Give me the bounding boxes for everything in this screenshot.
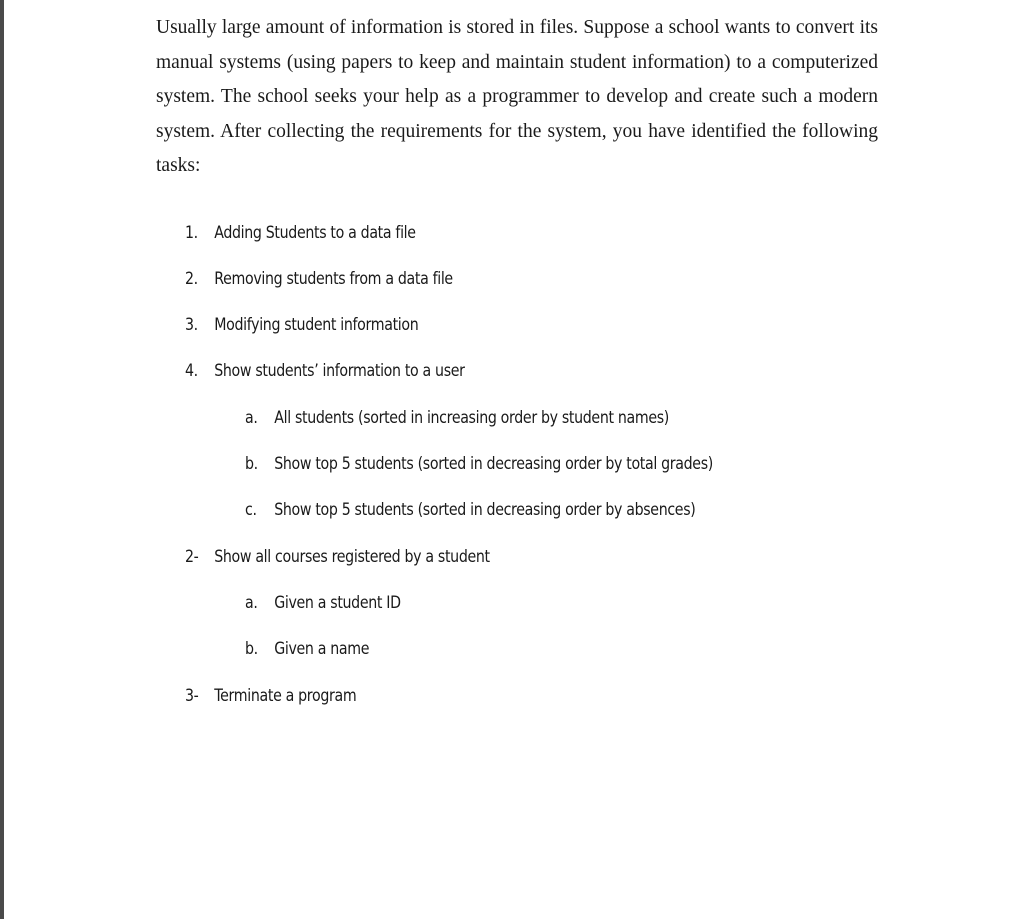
list-marker: 3.	[185, 315, 198, 334]
list-item-text: Given a student ID	[274, 593, 401, 612]
list-item-text: Given a name	[274, 639, 370, 658]
list-item-text: Show top 5 students (sorted in decreasing order by total grades)	[274, 454, 713, 473]
task-item-show-students	[185, 361, 465, 380]
list-marker: 2-	[185, 547, 199, 566]
list-marker: b.	[245, 454, 258, 473]
list-marker: c.	[245, 500, 257, 519]
subtask-all-students	[245, 408, 669, 427]
list-marker: 1.	[185, 223, 198, 242]
list-marker: a.	[245, 408, 258, 427]
task-item-remove-students	[185, 269, 453, 288]
task-item-show-courses	[185, 547, 490, 566]
list-item-text: Show all courses registered by a student	[214, 547, 490, 566]
subtask-top-by-grades	[245, 454, 713, 473]
list-item-text: Modifying student information	[214, 315, 419, 334]
subtask-given-id	[245, 593, 401, 612]
task-item-modify-student	[185, 315, 418, 334]
task-item-add-students	[185, 223, 416, 242]
list-marker: b.	[245, 639, 258, 658]
intro-paragraph: Usually large amount of information is stored in files. Suppose a school wants to convert its manual systems (using papers to keep and maintain student information) to a computerized system. The school seeks your help as a programmer to develop and create such a modern system. After collecting the requirements for the system, you have identified the following tasks:	[156, 17, 878, 177]
subtask-given-name	[245, 639, 369, 658]
list-item-text: All students (sorted in increasing order by student names)	[274, 408, 669, 427]
list-item-text: Removing students from a data file	[214, 269, 453, 288]
list-item-text: Terminate a program	[214, 686, 357, 705]
list-item-text: Show students’ information to a user	[214, 361, 465, 380]
list-marker: 2.	[185, 269, 198, 288]
list-item-text: Adding Students to a data file	[214, 223, 416, 242]
document-page	[8, 0, 1024, 919]
subtask-top-by-absences	[245, 500, 695, 519]
list-marker: 3-	[185, 686, 199, 705]
list-item-text: Show top 5 students (sorted in decreasing order by absences)	[274, 500, 696, 519]
list-marker: a.	[245, 593, 258, 612]
list-marker: 4.	[185, 361, 198, 380]
task-item-terminate	[185, 686, 356, 705]
